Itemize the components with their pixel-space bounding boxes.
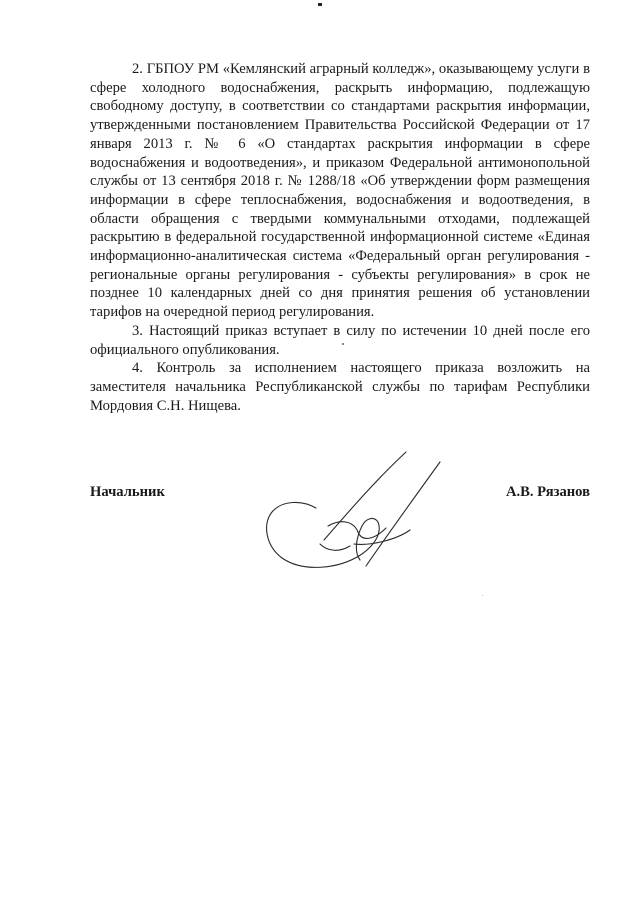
- signatory-role: Начальник: [90, 484, 165, 500]
- scan-speck-2: [482, 595, 483, 596]
- signatory-name: А.В. Рязанов: [505, 484, 590, 500]
- scan-mark: [318, 3, 322, 6]
- paragraph-3: 3. Настоящий приказ вступает в силу по истечении 10 дней после его официального опубликования.: [90, 322, 590, 358]
- paragraph-2: 2. ГБПОУ РМ «Кемлянский аграрный колледж», оказывающему услуги в сфере холодного водоснабжения, раскрыть информацию, подлежащую свободному доступу, в соответствии со стандартами раскрытия информации, утвержденными постановлением Правительства Российской Федерации от 17 января 2013 г. № 6 «О стандартах раскрытия информации в сфере водоснабжения и водоотведения», и приказом Федеральной антимонопольной службы от 13 сентября 2018 г. № 1288/18 «Об утверждении форм размещения информации в сфере теплоснабжения, водоснабжения и водоотведения, в области обращения с твердыми коммунальными отходами, подлежащей раскрытию в федеральной государственной информационной системе «Единая информационно-аналитическая система «Федеральный орган регулирования - региональные органы регулирования - субъекты регулирования» в срок не позднее 10 календарных дней со дня принятия решения об установлении тарифов на очередной период регулирования.: [90, 61, 590, 321]
- paragraph-4: 4. Контроль за исполнением настоящего приказа возложить на заместителя начальника Республиканской службы по тарифам Республики Мордовия С.Н. Нищева.: [90, 360, 590, 414]
- document-body: [90, 60, 590, 415]
- scan-speck: [342, 343, 344, 345]
- handwritten-signature: [258, 448, 448, 578]
